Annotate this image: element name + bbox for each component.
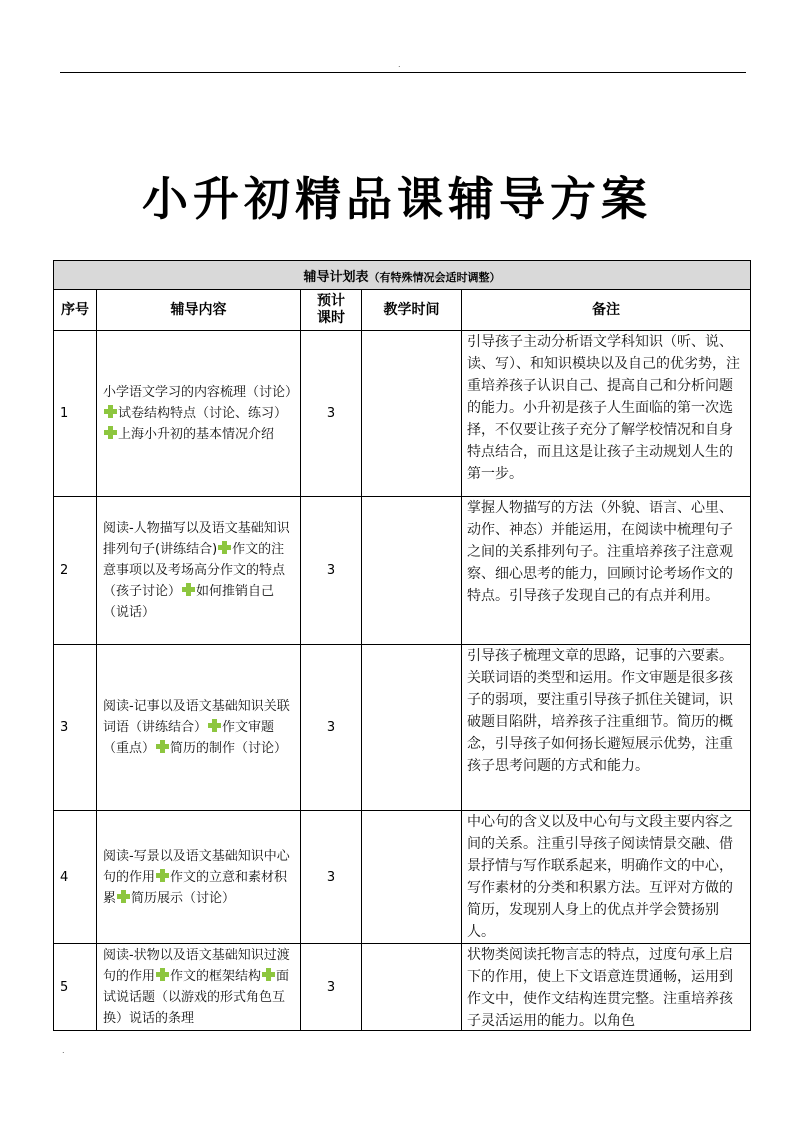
- row-notes: 引导孩子梳理文章的思路，记事的六要素。关联词语的类型和运用。作文审题是很多孩子的弱项，要注重引导孩子抓住关键词，识破题目陷阱，培养孩子注重细节。简历的概念，引导孩子如何扬长避短展示优势，注重孩子思考问题的方式和能力。: [462, 645, 751, 811]
- content-part: 简历展示（讨论）: [131, 890, 236, 906]
- column-header-notes: 备注: [462, 290, 751, 331]
- plus-icon: [156, 740, 169, 753]
- tutoring-plan-table: [53, 260, 751, 1031]
- plus-icon: [208, 719, 221, 732]
- content-part: 阅读-写景以及语文基础知识中心句的作用: [103, 848, 290, 885]
- table-caption: [54, 261, 751, 290]
- plus-icon: [117, 890, 130, 903]
- footer-dot: .: [62, 1046, 65, 1055]
- content-part: 阅读-人物描写以及语文基础知识排列句子(讲练结合): [103, 521, 290, 557]
- row-notes: 中心句的含义以及中心句与文段主要内容之间的关系。注重引导孩子阅读情景交融、借景抒情与写作联系起来，明确作文的中心，写作素材的分类和积累方法。互评对方做的简历，发现别人身上的优点并学会赞扬别人。: [462, 811, 751, 944]
- content-part: 如何推销自己（说话）: [103, 584, 275, 620]
- table-row: [54, 331, 751, 497]
- content-part: 作文的注意事项以及考场高分作文的特点（孩子讨论）: [103, 542, 286, 599]
- row-seq: 5: [54, 944, 97, 1031]
- row-time: [362, 811, 462, 944]
- table-row: [54, 811, 751, 944]
- row-time: [362, 497, 462, 645]
- row-time: [362, 944, 462, 1031]
- plus-icon: [104, 426, 117, 439]
- row-seq: 4: [54, 811, 97, 944]
- row-content: [97, 331, 301, 497]
- row-hours: 3: [301, 811, 362, 944]
- row-seq: 1: [54, 331, 97, 497]
- row-notes: 掌握人物描写的方法（外貌、语言、心里、动作、神态）并能运用，在阅读中梳理句子之间的关系排列句子。注重培养孩子注意观察、细心思考的能力，回顾讨论考场作文的特点。引导孩子发现自己的有点并利用。: [462, 497, 751, 645]
- column-header-hours-line2: 课时: [317, 310, 345, 326]
- content-part: 上海小升初的基本情况介绍: [118, 427, 275, 442]
- plus-icon: [262, 968, 275, 981]
- row-seq: 2: [54, 497, 97, 645]
- row-content: [97, 645, 301, 811]
- column-header-seq: 序号: [54, 290, 97, 331]
- row-notes: [462, 944, 751, 1031]
- row-seq: 3: [54, 645, 97, 811]
- column-header-time: 教学时间: [362, 290, 462, 331]
- table-row: [54, 645, 751, 811]
- row-hours: 3: [301, 944, 362, 1031]
- row-time: [362, 331, 462, 497]
- header-dot: .: [398, 60, 401, 69]
- row-notes: 引导孩子主动分析语文学科知识（听、说、读、写）、和知识模块以及自己的优劣势，注重培养孩子认识自己、提高自己和分析问题的能力。小升初是孩子人生面临的第一次选择，不仅要让孩子充分了解学校情况和自身特点结合，而且这是让孩子主动规划人生的第一步。: [462, 331, 751, 497]
- row-notes-text: 状物类阅读托物言志的特点，过度句承上启下的作用，使上下文语意连贯通畅，运用到作文中，使作文结构连贯完整。注重培养孩子灵活运用的能力。以角色: [467, 947, 733, 1029]
- plus-icon: [104, 405, 117, 418]
- plus-icon: [156, 869, 169, 882]
- content-part: 阅读-记事以及语文基础知识关联词语（讲练结合）: [103, 699, 290, 735]
- table-caption-note: （有特殊情况会适时调整）: [368, 270, 501, 284]
- column-header-hours-line1: 预计: [317, 293, 345, 309]
- table-caption-title: 辅导计划表: [303, 269, 369, 285]
- column-header-hours: [301, 290, 362, 331]
- column-header-content: 辅导内容: [97, 290, 301, 331]
- header-rule: [60, 72, 746, 73]
- content-part: 简历的制作（讨论）: [170, 741, 288, 756]
- content-part: 作文的立意和素材积累: [103, 869, 288, 906]
- row-content: [97, 811, 301, 944]
- content-part: 作文审题（重点）: [103, 720, 275, 756]
- content-part: 面试说话题（以游戏的形式角色互换）说话的条理: [103, 969, 290, 1026]
- content-part: 小学语文学习的内容梳理（讨论）: [103, 385, 299, 400]
- table-row: [54, 944, 751, 1031]
- row-hours: 3: [301, 645, 362, 811]
- row-hours: 3: [301, 497, 362, 645]
- content-part: 试卷结构特点（讨论、练习）: [118, 406, 288, 421]
- row-content: [97, 497, 301, 645]
- content-part: 作文的框架结构: [170, 969, 262, 984]
- row-hours: 3: [301, 331, 362, 497]
- content-part: 阅读-状物以及语文基础知识过渡句的作用: [103, 948, 290, 984]
- table-row: [54, 497, 751, 645]
- plus-icon: [182, 583, 195, 596]
- document-title: 小升初精品课辅导方案: [142, 172, 652, 226]
- table-header-row: [54, 290, 751, 331]
- row-time: [362, 645, 462, 811]
- plus-icon: [218, 541, 231, 554]
- row-content: [97, 944, 301, 1031]
- plus-icon: [156, 968, 169, 981]
